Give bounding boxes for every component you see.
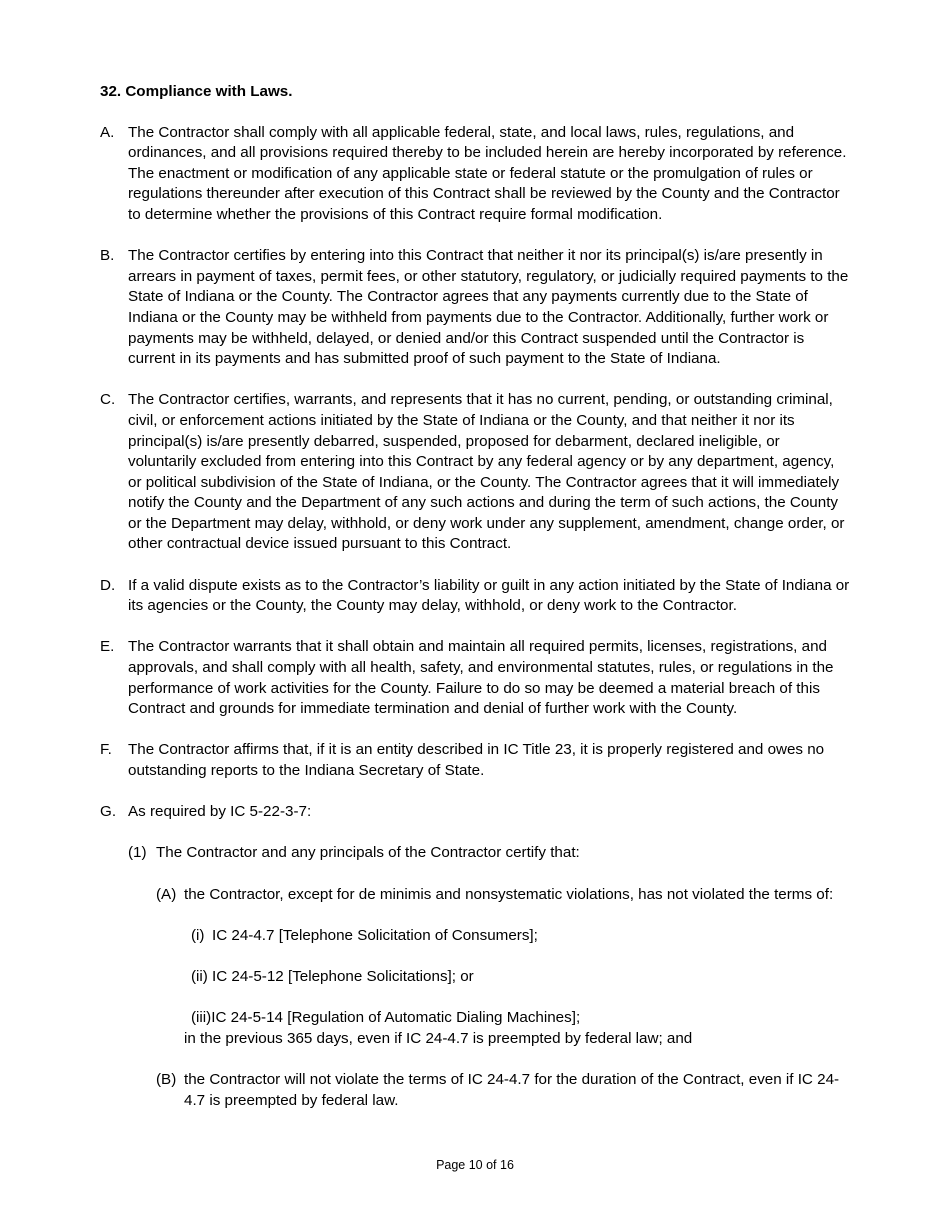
clause-b (100, 246, 852, 370)
clause-e (100, 637, 852, 719)
subclause-g-1-a (156, 885, 852, 906)
clause-text: The Contractor certifies by entering into this Contract that neither it nor its principal(s) is/are presently in arrears in payment of taxes, permit fees, or other statutory, regulatory, or judicially required payments to the State of Indiana or the County. The Contractor agrees that any payments currently due to the State of Indiana or the County may be withheld from payments due to the Contractor. Additionally, further work or payments may be withheld, delayed, or denied and/or this Contract suspended until the Contractor is current in its payments and has submitted proof of such payment to the State of Indiana. (128, 247, 849, 368)
roman-label: (ii) (191, 967, 208, 985)
clause-label: A. (100, 123, 115, 141)
clause-f (100, 740, 852, 781)
subclause-g-1-b (156, 1070, 852, 1111)
roman-text: IC 24-5-12 [Telephone Solicitations]; or (212, 967, 474, 985)
roman-item-ii (191, 967, 852, 988)
roman-text: IC 24-4.7 [Telephone Solicitation of Consumers]; (212, 926, 538, 944)
clause-label: B. (100, 247, 115, 265)
subclause-label: (B) (156, 1070, 177, 1088)
clause-text: The Contractor affirms that, if it is an entity described in IC Title 23, it is properly registered and owes no outstanding reports to the Indiana Secretary of State. (128, 741, 825, 779)
clause-label: C. (100, 391, 116, 409)
section-heading: 32. Compliance with Laws. (100, 83, 293, 100)
subclause-g-1 (128, 843, 852, 864)
clause-label: F. (100, 741, 112, 759)
subclause-text: the Contractor, except for de minimis and nonsystematic violations, has not violated the terms of: (184, 885, 834, 903)
subclause-text: the Contractor will not violate the terms of IC 24-4.7 for the duration of the Contract, even if IC 24-4.7 is preempted by federal law. (184, 1070, 840, 1109)
page-number-footer: Page 10 of 16 (436, 1158, 514, 1172)
section-compliance-with-laws (100, 82, 852, 1132)
subclause-label: (A) (156, 885, 177, 903)
clause-text: The Contractor shall comply with all applicable federal, state, and local laws, rules, regulations, and ordinances, and all provisions required thereby to be included herein are hereby incorporated by reference. The enactment or modification of any applicable state or federal statute or the promulgation of rules or regulations thereunder after execution of this Contract shall be reviewed by the County and the Contractor to determine whether the provisions of this Contract require formal modification. (128, 123, 847, 223)
subclause-label: (1) (128, 844, 147, 862)
clause-g (100, 802, 852, 823)
roman-text: IC 24-5-14 [Regulation of Automatic Dialing Machines]; (211, 1009, 581, 1027)
clause-text: If a valid dispute exists as to the Contractor’s liability or guilt in any action initiated by the State of Indiana or its agencies or the County, the County may delay, withhold, or deny work to the Contractor. (128, 576, 850, 615)
clause-text: The Contractor warrants that it shall obtain and maintain all required permits, licenses, registrations, and approvals, and shall comply with all health, safety, and environmental statutes, rules, or regulations in the performance of work activities for the County. Failure to do so may be deemed a material breach of this Contract and grounds for immediate termination and denial of further work with the County. (128, 638, 834, 718)
clause-text: As required by IC 5-22-3-7: (128, 803, 312, 821)
clause-label: E. (100, 638, 115, 656)
clause-d (100, 576, 852, 617)
subclause-text: The Contractor and any principals of the Contractor certify that: (156, 844, 580, 862)
clause-a (100, 123, 852, 226)
clause-c (100, 390, 852, 555)
roman-item-iii (191, 1008, 852, 1029)
subclause-a-tail-text: in the previous 365 days, even if IC 24-4.7 is preempted by federal law; and (184, 1029, 693, 1047)
roman-label: (iii) (191, 1009, 212, 1027)
clause-label: G. (100, 803, 117, 821)
clause-label: D. (100, 576, 116, 594)
roman-item-i (191, 926, 852, 947)
roman-label: (i) (191, 926, 205, 944)
clause-text: The Contractor certifies, warrants, and represents that it has no current, pending, or outstanding criminal, civil, or enforcement actions initiated by the State of Indiana or the County, and that neither it nor its principal(s) is/are presently debarred, suspended, proposed for debarment, declared ineligible, or voluntarily excluded from entering into this Contract by any federal agency or by any department, agency, or political subdivision of the State of Indiana, or the County. The Contractor agrees that it will immediately notify the County and the Department of any such actions and during the term of such actions, the County or the Department may delay, withhold, or deny work under any supplement, amendment, change order, or other contractual device issued pursuant to this Contract. (128, 391, 845, 553)
